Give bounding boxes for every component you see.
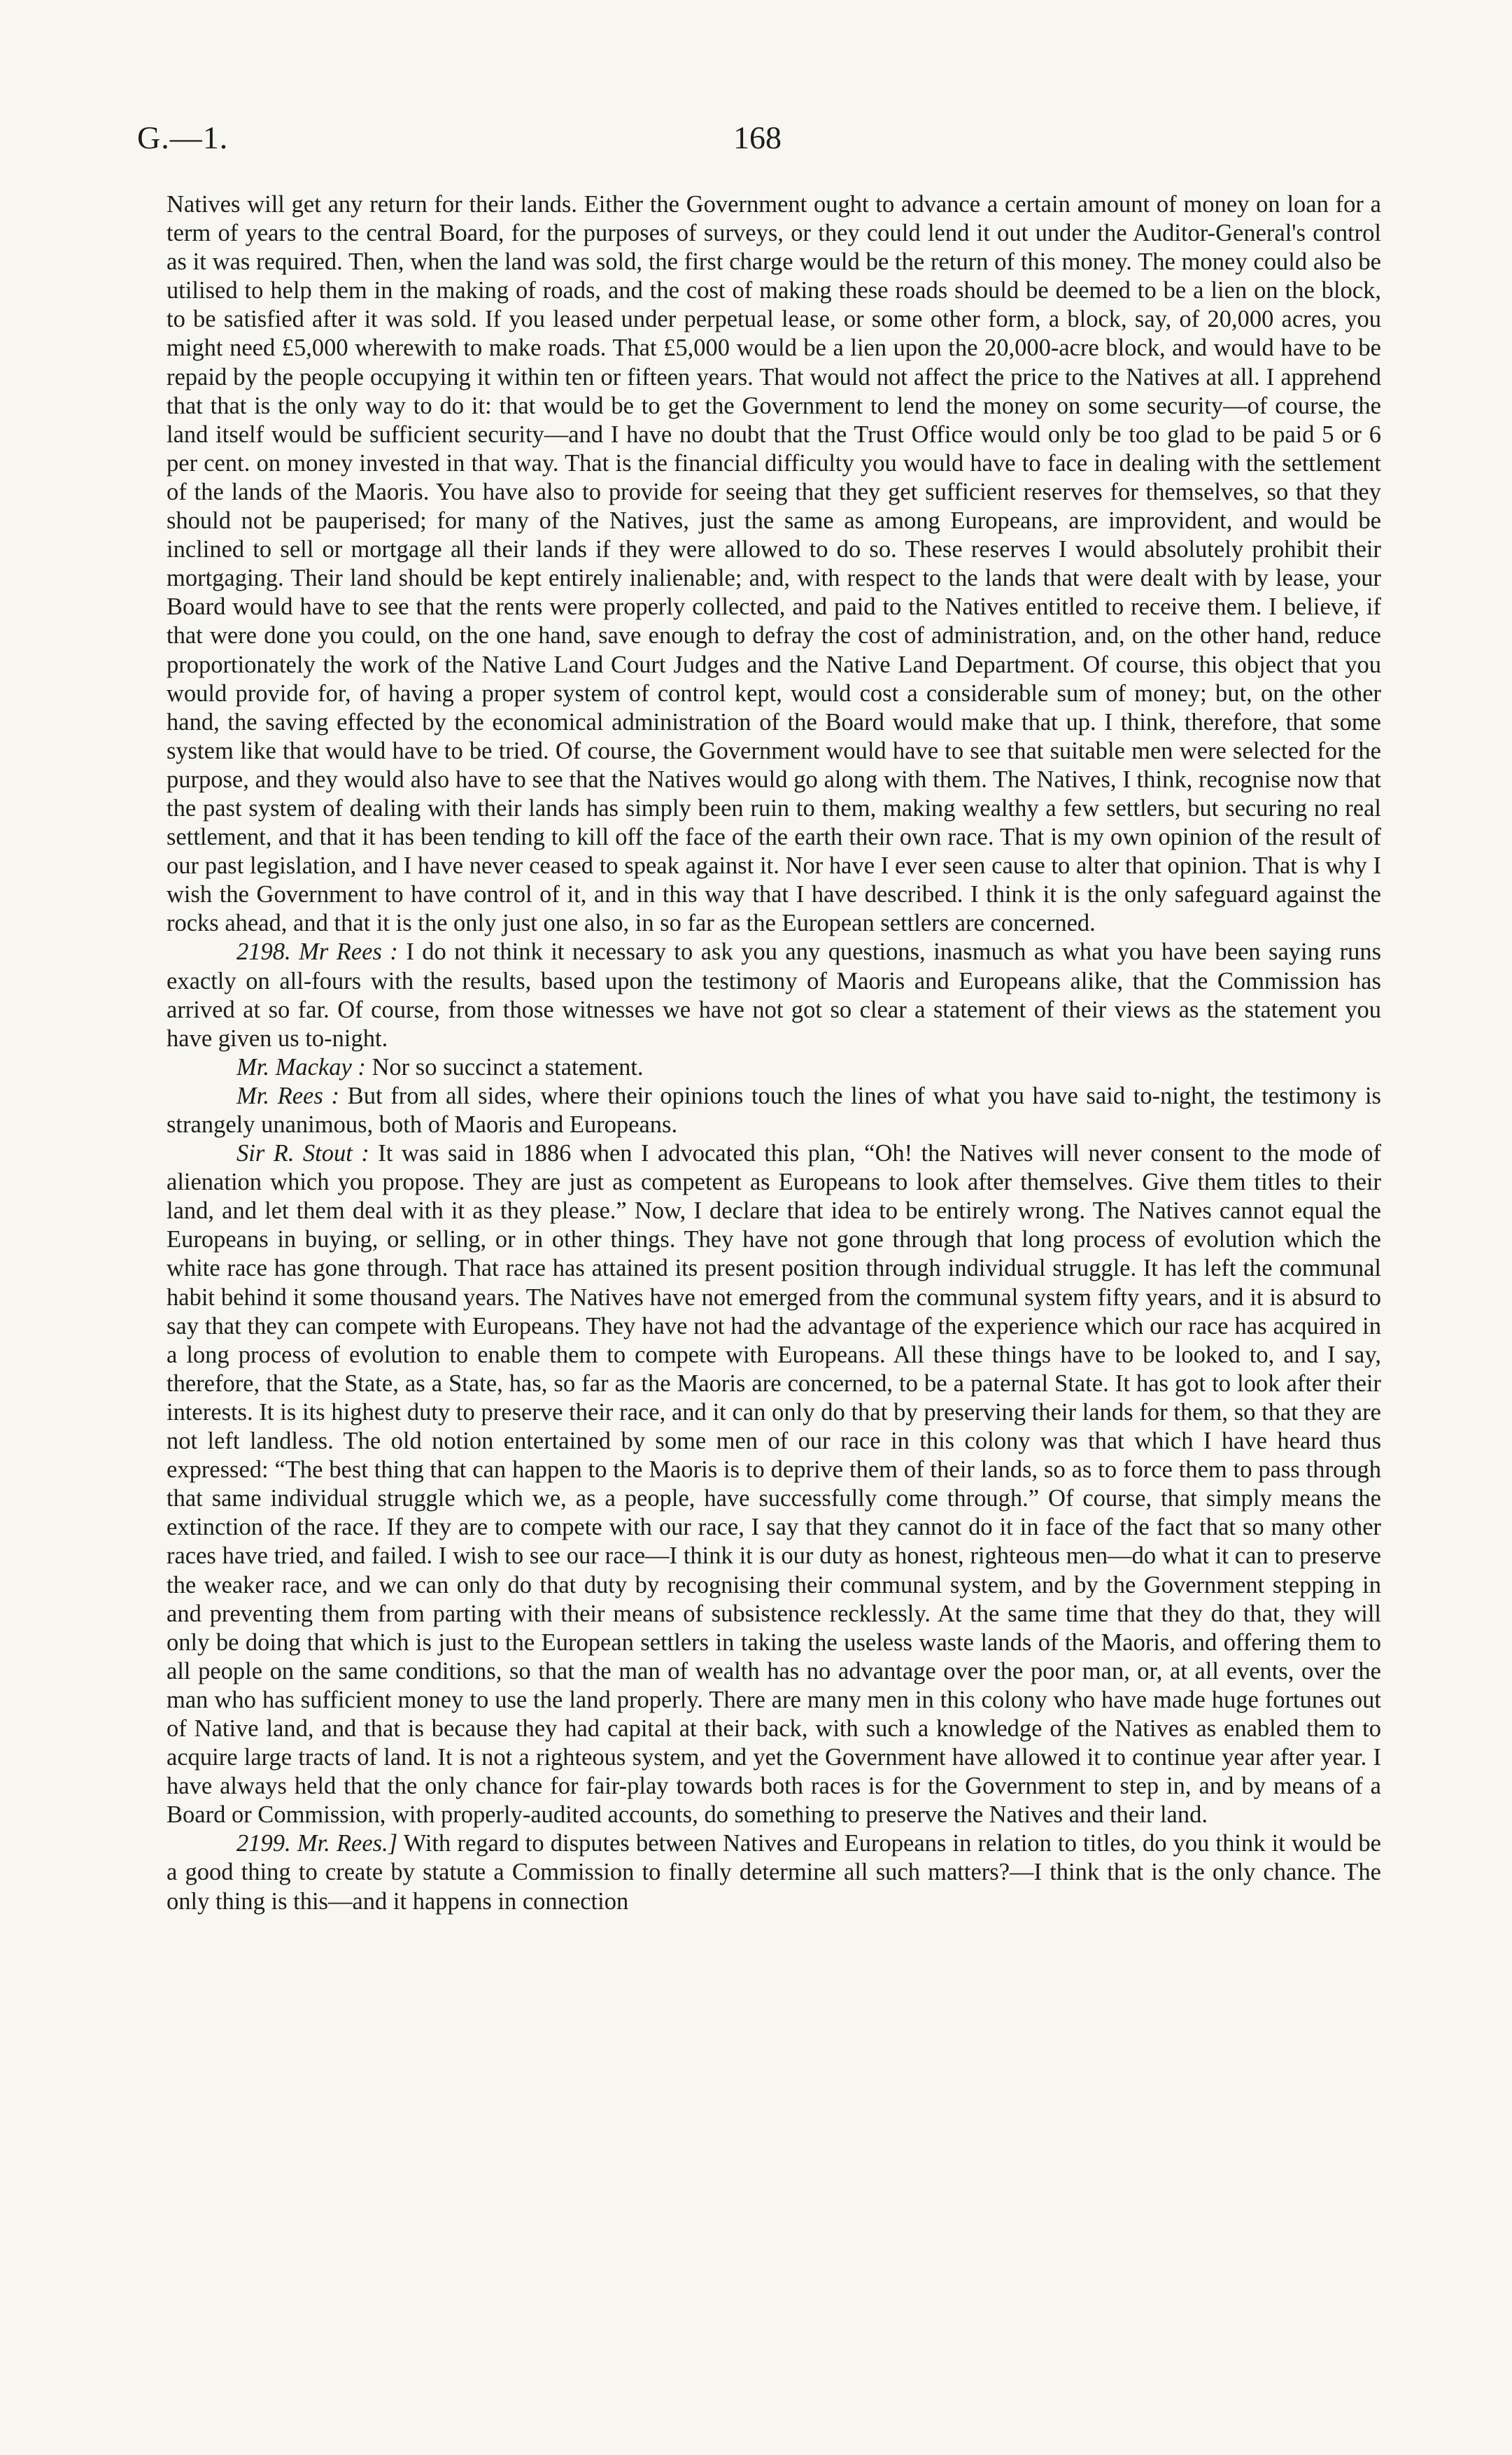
- page-number: 168: [733, 120, 782, 155]
- paragraph-text: I do not think it necessary to ask you any questions, inasmuch as what you have been saying runs exactly on all-fours with the results, based upon the testimony of Maoris and Europeans alike, that the Commission has arrived at so far. Of course, from those witnesses we have not got so clear a statement of their views as the statement you have given us to-night.: [167, 938, 1382, 1052]
- paragraph-continuation: [167, 190, 1381, 938]
- speaker-label: 2198. Mr Rees :: [236, 938, 398, 966]
- paragraph-mackay: [167, 1053, 1381, 1082]
- paragraph-question-2198: [167, 938, 1381, 1053]
- speaker-label: 2199. Mr. Rees.]: [236, 1830, 398, 1857]
- page-header: [137, 119, 1397, 168]
- speaker-label: Mr. Rees :: [236, 1082, 339, 1109]
- paragraph-text: With regard to disputes between Natives and Europeans in relation to titles, do you think it would be a good thing to create by statute a Commission to finally determine all such matters?—I think that is the only chance. The only thing is this—and it happens in connection: [167, 1830, 1381, 1915]
- paragraph-text: It was said in 1886 when I advocated this plan, “Oh! the Natives will never consent to the mode of alienation which you propose. They are just as competent as Europeans to look after themselves. Give them titles to their land, and let them deal with it as they please.” Now, I declare that idea to be entirely wrong. The Natives cannot equal the Europeans in buying, or selling, or in other things. They have not gone through that long process of evolution which the white race has gone through. That race has attained its present position through individual struggle. It has left the communal habit behind it some thousand years. The Natives have not emerged from the communal system fifty years, and it is absurd to say that they can compete with Europeans. They have not had the advantage of the experience which our race has acquired in a long process of evolution to enable them to compete with Europeans. All these things have to be looked to, and I say, therefore, that the State, as a State, has, so far as the Maoris are concerned, to be a paternal State. It has got to look after their interests. It is its highest duty to preserve their race, and it can only do that by preserving their lands for them, so that they are not left landless. The old notion entertained by some men of our race in this colony was that which I have heard thus expressed: “The best thing that can happen to the Maoris is to deprive them of their lands, so as to force them to pass through that same individual struggle which we, as a people, have successfully come through.” Of course, that simply means the extinction of the race. If they are to compete with our race, I say that they cannot do it in face of the fact that so many other races have tried, and failed. I wish to see our race—I think it is our duty as honest, righteous men—do what it can to preserve the weaker race, and we can only do that duty by recognising their communal system, and by the Government stepping in and preventing them from parting with their means of subsistence recklessly. At the same time that they do that, they will only be doing that which is just to the European settlers in taking the useless waste lands of the Maoris, and offering them to all people on the same conditions, so that the man of wealth has no advantage over the poor man, or, at all events, over the man who has sufficient money to use the land properly. There are many men in this colony who have made huge fortunes out of Native land, and that is because they had capital at their back, with such a knowledge of the Natives as enabled them to acquire large tracts of land. It is not a righteous system, and yet the Government have allowed it to continue year after year. I have always held that the only chance for fair-play towards both races is for the Government to step in, and by means of a Board or Commission, with properly-audited accounts, do something to preserve the Natives and their land.: [167, 1140, 1381, 1829]
- paragraph-text: But from all sides, where their opinions touch the lines of what you have said to-night, the testimony is strangely unanimous, both of Maoris and Europeans.: [167, 1082, 1381, 1138]
- paper-reference: G.—1.: [137, 120, 229, 155]
- speaker-label: Mr. Mackay :: [236, 1053, 366, 1081]
- body-text: [167, 190, 1381, 1916]
- speaker-label: Sir R. Stout :: [236, 1140, 369, 1167]
- paragraph-question-2199: [167, 1829, 1381, 1915]
- paragraph-rees: [167, 1082, 1381, 1139]
- paragraph-text: Nor so succinct a statement.: [365, 1053, 644, 1081]
- paragraph-stout: [167, 1139, 1381, 1829]
- paragraph-text: Natives will get any return for their lands. Either the Government ought to advance a certain amount of money on loan for a term of years to the central Board, for the purposes of surveys, or they could lend it out under the Auditor-General's control as it was required. Then, when the land was sold, the first charge would be the return of this money. The money could also be utilised to help them in the making of roads, and the cost of making these roads should be deemed to be a lien on the block, to be satisfied after it was sold. If you leased under perpetual lease, or some other form, a block, say, of 20,000 acres, you might need £5,000 wherewith to make roads. That £5,000 would be a lien upon the 20,000-acre block, and would have to be repaid by the people occupying it within ten or fifteen years. That would not affect the price to the Natives at all. I apprehend that that is the only way to do it: that would be to get the Government to lend the money on some security—of course, the land itself would be sufficient security—and I have no doubt that the Trust Office would only be too glad to be paid 5 or 6 per cent. on money invested in that way. That is the financial difficulty you would have to face in dealing with the settlement of the lands of the Maoris. You have also to provide for seeing that they get sufficient reserves for themselves, so that they should not be pauperised; for many of the Natives, just the same as among Europeans, are improvident, and would be inclined to sell or mortgage all their lands if they were allowed to do so. These reserves I would absolutely prohibit their mortgaging. Their land should be kept entirely inalienable; and, with respect to the lands that were dealt with by lease, your Board would have to see that the rents were properly collected, and paid to the Natives entitled to receive them. I believe, if that were done you could, on the one hand, save enough to defray the cost of administration, and, on the other hand, reduce proportionately the work of the Native Land Court Judges and the Native Land Department. Of course, this object that you would provide for, of having a proper system of control kept, would cost a considerable sum of money; but, on the other hand, the saving effected by the economical administration of the Board would make that up. I think, therefore, that some system like that would have to be tried. Of course, the Government would have to see that suitable men were selected for the purpose, and they would also have to see that the Natives would go along with them. The Natives, I think, recognise now that the past system of dealing with their lands has simply been ruin to them, making wealthy a few settlers, but securing no real settlement, and that it has been tending to kill off the face of the earth their own race. That is my own opinion of the result of our past legislation, and I have never ceased to speak against it. Nor have I ever seen cause to alter that opinion. That is why I wish the Government to have control of it, and in this way that I have described. I think it is the only safeguard against the rocks ahead, and that it is the only just one also, in so far as the European settlers are concerned.: [167, 191, 1381, 937]
